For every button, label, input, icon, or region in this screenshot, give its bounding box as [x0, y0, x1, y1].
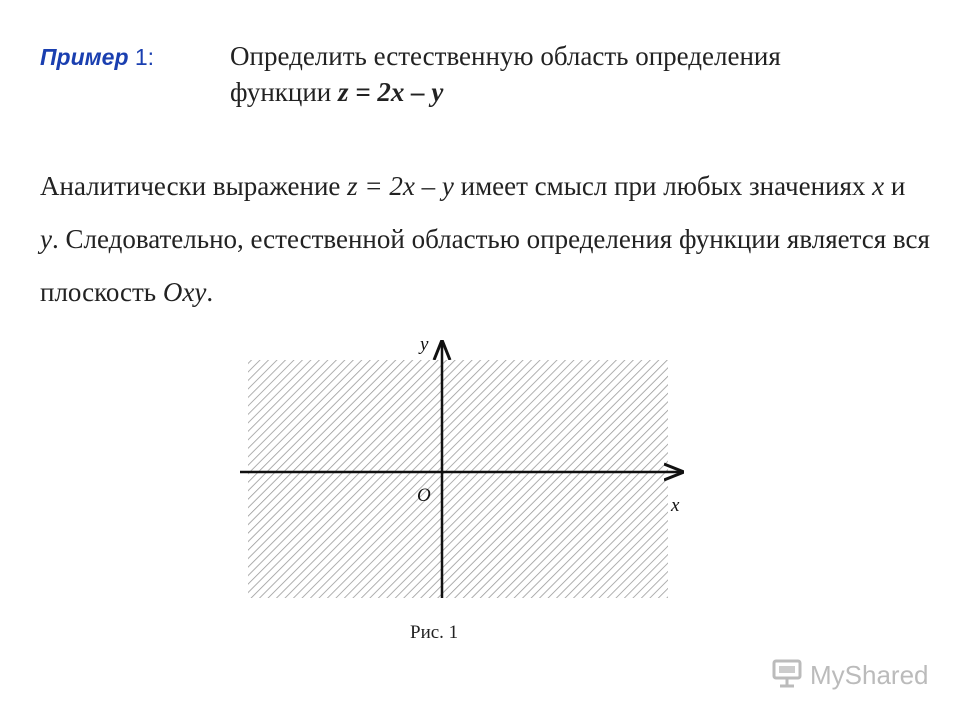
domain-figure — [230, 330, 700, 610]
origin-label: O — [417, 485, 431, 506]
paragraph-plane: Oxy — [162, 277, 207, 307]
paragraph-part-3: и — [884, 171, 906, 201]
watermark — [770, 655, 929, 695]
paragraph-part-4: . Следовательно, естественной областью определения функции является вся плоскость — [40, 224, 930, 307]
domain-plot — [230, 330, 700, 610]
paragraph-part-2: имеет смысл при любых значениях — [453, 171, 873, 201]
task-line-1: Определить естественную область определения — [230, 41, 781, 71]
paragraph-formula: z = 2x – y — [347, 171, 454, 201]
explanation-paragraph — [40, 160, 930, 319]
paragraph-var-y: y — [40, 224, 52, 254]
paragraph-var-x: x — [872, 171, 885, 201]
figure-caption: Рис. 1 — [410, 622, 459, 643]
paragraph-part-5: . — [206, 277, 214, 307]
task-formula: z = 2x – y — [338, 77, 444, 107]
paragraph-part-1: Аналитически выражение — [40, 171, 348, 201]
hatched-plane-region — [248, 360, 668, 598]
example-number: 1: — [128, 44, 155, 70]
task-statement — [230, 38, 781, 110]
example-label — [40, 44, 154, 71]
presentation-icon — [770, 656, 804, 695]
task-line-2-prefix: функции — [230, 77, 338, 107]
example-word: Пример — [40, 44, 129, 70]
task-line-2 — [230, 74, 781, 110]
y-axis-label: y — [420, 334, 429, 355]
watermark-text: MyShared — [810, 659, 929, 690]
x-axis-label: x — [671, 495, 680, 516]
